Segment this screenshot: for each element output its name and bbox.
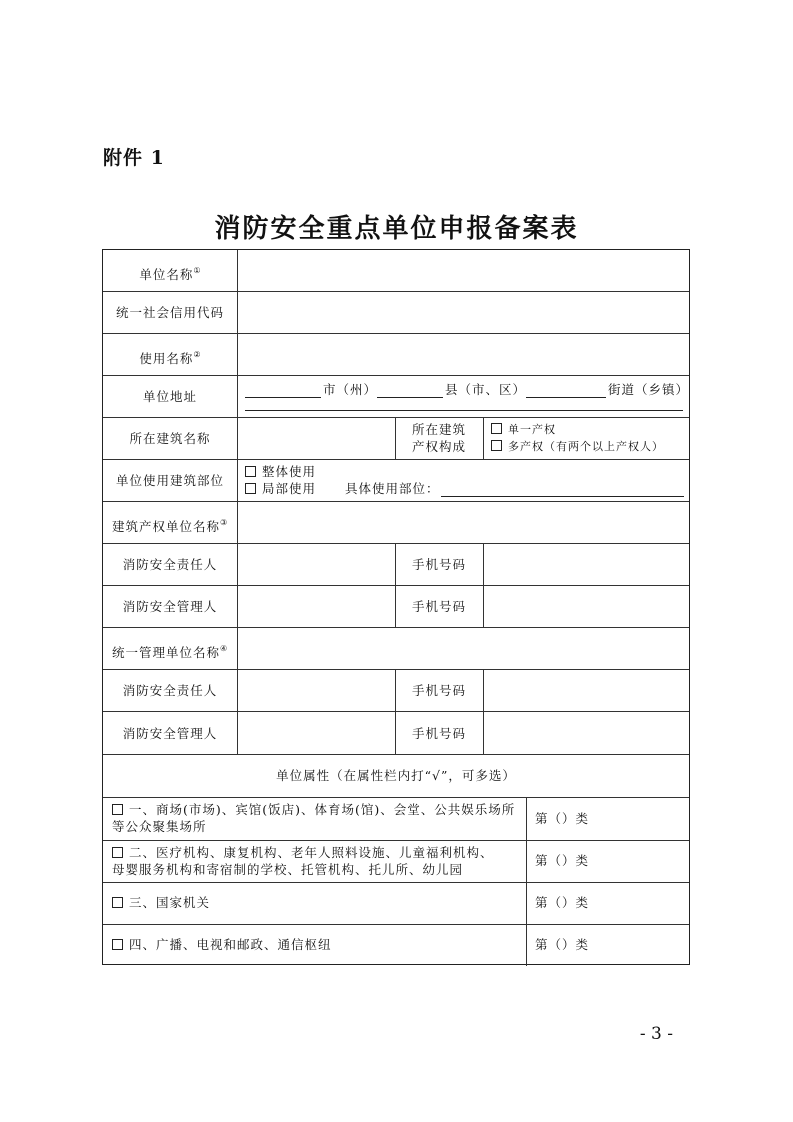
address-city-label: 市（州）: [323, 382, 378, 397]
row-divider: [103, 543, 689, 544]
registration-form-table: [102, 249, 690, 965]
owner-responsible-person-label: 消防安全责任人: [122, 557, 218, 572]
phone-label: 手机号码: [411, 726, 466, 741]
checkbox: [112, 847, 123, 858]
mgmt-responsible-person-label: 消防安全责任人: [122, 683, 218, 698]
checkbox: [112, 897, 123, 908]
phone-label: 手机号码: [411, 557, 466, 572]
attachment-label: 附件 1: [103, 147, 165, 169]
row-divider: [103, 882, 689, 883]
attribute-header: 单位属性（在属性栏内打“√”，可多选）: [276, 768, 516, 783]
ownership-label: 所在建筑: [411, 422, 466, 437]
row-divider: [103, 375, 689, 376]
row-divider: [103, 669, 689, 670]
address-label: 单位地址: [142, 389, 197, 404]
row-divider: [103, 417, 689, 418]
footnote-marker: ②: [193, 350, 201, 359]
street-blank: [526, 397, 606, 398]
ownership-option-multi: 多产权（有两个以上产权人）: [491, 439, 664, 455]
footnote-marker: ①: [193, 266, 201, 275]
row-divider: [103, 501, 689, 502]
use-whole-option: 整体使用: [245, 464, 316, 480]
row-divider: [103, 459, 689, 460]
phone-label: 手机号码: [411, 683, 466, 698]
form-title: 消防安全重点单位申报备案表: [214, 214, 579, 244]
footnote-marker: ④: [220, 644, 228, 653]
page-number: - 3 -: [639, 1024, 673, 1044]
ownership-option-single: 单一产权: [491, 422, 556, 438]
category-1-option: 一、商场(市场)、宾馆(饭店)、体育场(馆)、会堂、公共娱乐场所: [112, 802, 515, 818]
use-partial-option: 局部使用: [245, 481, 316, 497]
address-detail-blank: [245, 410, 683, 411]
category-1-option-line2: 等公众聚集场所: [112, 819, 207, 834]
column-divider: [483, 417, 484, 459]
county-blank: [377, 397, 443, 398]
mgmt-unit-label: 统一管理单位名称④: [112, 644, 228, 660]
owner-unit-label: 建筑产权单位名称③: [112, 518, 228, 534]
checkbox: [112, 939, 123, 950]
checkbox: [112, 804, 123, 815]
checkbox: [245, 483, 256, 494]
category-2-level: 第（）类: [535, 853, 590, 868]
row-divider: [103, 627, 689, 628]
row-divider: [103, 291, 689, 292]
row-divider: [103, 840, 689, 841]
mgmt-manager-person-label: 消防安全管理人: [122, 726, 218, 741]
phone-label: 手机号码: [411, 599, 466, 614]
column-divider: [483, 669, 484, 754]
row-divider: [103, 585, 689, 586]
category-3-option: 三、国家机关: [112, 895, 210, 911]
category-3-level: 第（）类: [535, 895, 590, 910]
ownership-label-line2: 产权构成: [411, 439, 466, 454]
footnote-marker: ③: [220, 518, 228, 527]
column-divider: [483, 543, 484, 627]
row-divider: [103, 754, 689, 755]
building-name-label: 所在建筑名称: [129, 431, 211, 446]
address-county-label: 县（市、区）: [445, 382, 527, 397]
building-part-label: 单位使用建筑部位: [115, 473, 224, 488]
checkbox: [491, 423, 502, 434]
category-1-level: 第（）类: [535, 811, 590, 826]
address-street-label: 街道（乡镇）: [608, 382, 690, 397]
unit-name-label: 单位名称①: [139, 266, 201, 282]
category-2-option-line2: 母婴服务机构和寄宿制的学校、托管机构、托儿所、幼儿园: [112, 862, 464, 877]
checkbox: [245, 466, 256, 477]
column-divider: [526, 797, 527, 966]
category-4-option: 四、广播、电视和邮政、通信枢纽: [112, 937, 332, 953]
row-divider: [103, 333, 689, 334]
category-2-option: 二、医疗机构、康复机构、老年人照料设施、儿童福利机构、: [112, 845, 494, 861]
use-partial-detail-blank: [441, 496, 684, 497]
use-partial-detail-label: 具体使用部位：: [345, 481, 440, 496]
use-name-label: 使用名称②: [139, 350, 201, 366]
column-divider: [237, 250, 238, 754]
owner-manager-person-label: 消防安全管理人: [122, 599, 218, 614]
row-divider: [103, 924, 689, 925]
checkbox: [491, 440, 502, 451]
row-divider: [103, 797, 689, 798]
city-blank: [245, 397, 321, 398]
credit-code-label: 统一社会信用代码: [115, 305, 224, 320]
row-divider: [103, 711, 689, 712]
category-4-level: 第（）类: [535, 937, 590, 952]
